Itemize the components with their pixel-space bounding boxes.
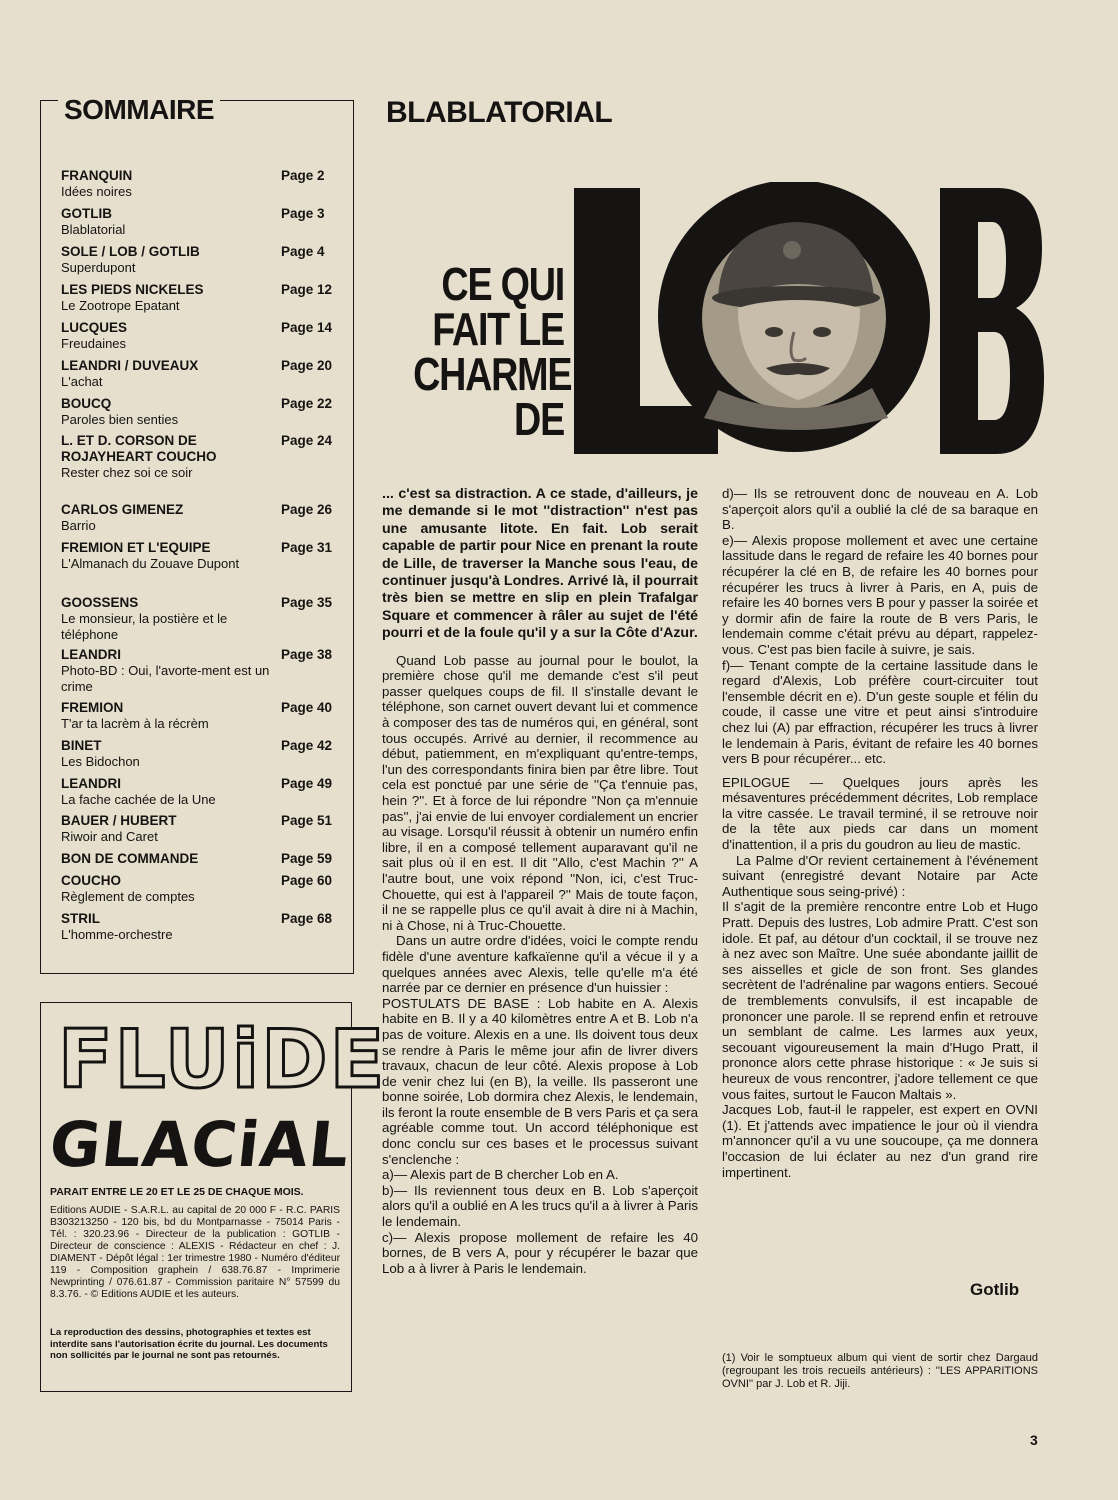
toc-author: FRANQUIN (61, 168, 133, 183)
headline (413, 258, 572, 445)
toc-page-number: Page 35 (281, 595, 333, 610)
copyright-notice: La reproduction des dessins, photographies et textes est interdite sans l'autorisation écrite du journal. Les documents non sollicités par le journal ne sont pas retournés. (50, 1327, 328, 1361)
article-paragraph: La Palme d'Or revient certainement à l'événement suivant (enregistré devant Notaire par Acte Authentique sous seing-privé) : (722, 852, 1038, 899)
toc-author: COUCHO (61, 873, 121, 888)
article-column-2 (722, 486, 1038, 1180)
article-paragraph: Il s'agit de la première rencontre entre Lob et Hugo Pratt. Depuis des lustres, Lob admire Pratt. C'est son idole. Et paf, au détour d'un cocktail, il se trouve nez à nez avec son Maître. Une suée abondante jaillit de ses aisselles et gicle de son front. Ses glandes secrètent de l'adrénaline par wagons entiers. Secoué de tremblements convulsifs, il est incapable de prononcer une parole. Il se reprend enfin et retrouve un semblant de calme. Les larmes aux yeux, secouant vigoureusement la main d'Hugo Pratt, il prononce alors cette phrase historique : « Je suis si heureux de vous rencontrer, j'adore tellement ce que vous faites, surtout le Faucon Maltais ». (722, 899, 1038, 1102)
article-paragraph: d)— Ils se retrouvent donc de nouveau en A. Lob s'aperçoit alors qu'il a oublié la clé de sa baraque en B. (722, 486, 1038, 533)
toc-title: L'Almanach du Zouave Dupont (61, 556, 240, 571)
toc-entry (61, 396, 341, 428)
toc-author: FREMION ET L'EQUIPE (61, 540, 211, 555)
toc-title: Rester chez soi ce soir (61, 465, 193, 480)
headline-line: CHARME (413, 348, 572, 400)
toc-title: Le Zootrope Epatant (61, 298, 180, 313)
toc-author: FREMION (61, 700, 124, 715)
toc-entry (61, 911, 341, 943)
toc-page-number: Page 51 (281, 813, 333, 828)
toc-title: Photo-BD : Oui, l'avorte-ment est un crime (61, 663, 270, 694)
toc-author: GOTLIB (61, 206, 112, 221)
lob-big-name (568, 182, 1048, 462)
toc-page-number: Page 14 (281, 320, 333, 335)
toc-author: BOUCQ (61, 396, 112, 411)
page-number: 3 (1030, 1432, 1038, 1448)
toc-author: BINET (61, 738, 102, 753)
footnote: (1) Voir le somptueux album qui vient de sortir chez Dargaud (regroupant les trois recueils antérieurs) : ''LES APPARITIONS OVNI'' par J. Lob et R. Jiji. (722, 1352, 1038, 1390)
toc-entry (61, 282, 341, 314)
toc-title: Riwoir and Caret (61, 829, 158, 844)
toc-page-number: Page 24 (281, 433, 333, 448)
article-paragraph: EPILOGUE — Quelques jours après les mésaventures précédemment décrites, Lob remplace la vitre cassée. Le travail terminé, il se retrouve noir de la tête aux pieds car dans un moment d'inattention, il a pris du goudron au lieu de mastic. (722, 774, 1038, 853)
toc-page-number: Page 20 (281, 358, 333, 373)
toc-page-number: Page 26 (281, 502, 333, 517)
toc-page-number: Page 49 (281, 776, 333, 791)
fluide-logo: FLUiDE (58, 1013, 387, 1106)
article-paragraph: c)— Alexis propose mollement de refaire les 40 bornes, de B vers A, pour y récupérer le bazar que Lob a à livrer à Paris le lendemain. (382, 1229, 698, 1276)
toc-entry (61, 206, 341, 238)
toc-author: LEANDRI (61, 776, 121, 791)
toc-page-number: Page 31 (281, 540, 333, 555)
toc-author: GOOSSENS (61, 595, 139, 610)
article-lead: ... c'est sa distraction. A ce stade, d'ailleurs, je me demande si le mot ''distraction'' n'est pas une amusante litote. En fait. Lob serait capable de partir pour Nice en prenant la route de Lille, de traverser la Manche sous l'eau, de continuer jusqu'à Londres. Arrivé là, il pourrait très bien se mettre en slip en plein Trafalgar Square et commencer à râler au sujet de l'été pourri et de la foule qu'il y a sur la Côte d'Azur. (382, 486, 698, 642)
publication-schedule: PARAIT ENTRE LE 20 ET LE 25 DE CHAQUE MOIS. (50, 1186, 304, 1198)
toc-entry (61, 433, 341, 481)
article-paragraph: Quand Lob passe au journal pour le boulot, la première chose qu'il me demande c'est s'il peut passer quelques coups de fil. Il s'installe devant le téléphone, son carnet ouvert devant lui et commence à composer des tas de numéros qui, en général, sont tous occupés. Arrivé au dernier, il recommence au début, patiemment, en m'expliquant qu'entre-temps, l'un des correspondants finira bien par être libre. Tout cela est ponctué par une série de ''Ça t'ennuie pas, hein ?''. Et à force de lui répondre ''Non ça m'ennuie pas'', j'ai envie de lui envoyer cordialement un encrier au visage. Lorsqu'il réussit à obtenir un numéro enfin libre, il en a composé tellement auparavant qu'il ne sait plus où il en est. Il dit ''Allo, c'est Machin ?'' A l'autre bout, une voix répond ''Non, ici, c'est Truc-Chouette, qui est à l'appareil ?'' Mais de toute façon, il ne se rappelle plus ce qu'il avait à dire ni à Machin, ni à Chose, ni à Truc-Chouette. (382, 652, 698, 933)
toc-title: Règlement de comptes (61, 889, 195, 904)
toc-entry (61, 595, 341, 642)
article-paragraph: a)— Alexis part de B chercher Lob en A. (382, 1167, 619, 1183)
toc-title: Idées noires (61, 184, 132, 199)
headline-line: CE QUI (441, 258, 564, 310)
toc-page-number: Page 3 (281, 206, 325, 221)
toc-author: BAUER / HUBERT (61, 813, 177, 828)
toc-page-number: Page 4 (281, 244, 325, 259)
toc-entry (61, 358, 341, 390)
toc-title: Les Bidochon (61, 754, 140, 769)
toc-title: Superdupont (61, 260, 136, 275)
toc-title: Le monsieur, la postière et le téléphone (61, 611, 228, 642)
toc-author: LEANDRI (61, 647, 121, 662)
glacial-logo: GLACiAL (46, 1108, 354, 1181)
toc-author: CARLOS GIMENEZ (61, 502, 184, 517)
toc-entry (61, 502, 341, 534)
toc-title: Barrio (61, 518, 96, 533)
headline-line: FAIT LE (432, 303, 564, 355)
section-title: BLABLATORIAL (386, 96, 613, 129)
article-paragraph: Jacques Lob, faut-il le rappeler, est expert en OVNI (1). Et j'attends avec impatience le jour où il viendra m'annoncer qu'il a vu une soucoupe, ça me donnera l'occasion de lui éclater au nez d'un grand rire impertinent. (722, 1102, 1038, 1180)
toc-author: L. ET D. CORSON DE ROJAYHEART COUCHO (61, 433, 217, 464)
letter-b (940, 188, 1044, 454)
toc-page-number: Page 59 (281, 851, 333, 866)
letter-o-with-portrait (658, 182, 930, 452)
toc-page-number: Page 42 (281, 738, 333, 753)
toc-entry (61, 320, 341, 352)
toc-entry (61, 700, 341, 732)
article-paragraph: Dans un autre ordre d'idées, voici le compte rendu fidèle d'une aventure kafkaïenne qu'il a vécue il y a quelques années avec Alexis, telle qu'elle m'a été narrée par ce dernier en présence d'un huissier : (382, 933, 698, 996)
toc-title: Blablatorial (61, 222, 126, 237)
toc-title: Paroles bien senties (61, 412, 179, 427)
article-paragraph: POSTULATS DE BASE : Lob habite en A. Alexis habite en B. Il y a 40 kilomètres entre A et B. Lob n'a pas de voiture. Alexis en a une. Ils doivent tous deux se rendre à Paris le même jour afin de livrer divers travaux, chacun de leur côté. Alexis propose à Lob de venir chez lui (en B), la veille. Ils passeront une bonne soirée, Lob dormira chez Alexis, le lendemain, ils feront la route ensemble de B vers Paris et ça sera agréable comme tout. Un accord téléphonique est donc conclu sur ces bases et le processus suivant s'enclenche : (382, 995, 698, 1167)
toc-page-number: Page 68 (281, 911, 333, 926)
toc-author: LEANDRI / DUVEAUX (61, 358, 199, 373)
toc-page-number: Page 2 (281, 168, 325, 183)
toc-author: SOLE / LOB / GOTLIB (61, 244, 200, 259)
toc-entry (61, 776, 341, 808)
toc-entry (61, 540, 341, 572)
toc-entry (61, 168, 341, 200)
toc-entry (61, 244, 341, 276)
toc-author: LUCQUES (61, 320, 128, 335)
article-paragraph: f)— Tenant compte de la certaine lassitude dans le regard d'Alexis, Lob préfère court-circuiter tout l'ensemble décrit en e). D'un geste souple et félin du coude, il casse une vitre et peut ainsi s'introduire chez lui (A) par effraction, récupérer les trucs à livrer le lendemain à Paris, évitant de refaire les 40 bornes vers B pour récupérer... etc. (722, 657, 1038, 767)
toc-page-number: Page 40 (281, 700, 333, 715)
article-column-1 (382, 486, 698, 1276)
toc-page-number: Page 12 (281, 282, 333, 297)
toc-entry (61, 873, 341, 905)
toc-page-number: Page 22 (281, 396, 333, 411)
toc-author: BON DE COMMANDE (61, 851, 199, 866)
sommaire-title: SOMMAIRE (58, 94, 220, 126)
toc-author: STRIL (61, 911, 100, 926)
toc-entry (61, 738, 341, 770)
toc-entry (61, 813, 341, 845)
toc-title: L'achat (61, 374, 103, 389)
toc-entry (61, 851, 341, 867)
publisher-info: Editions AUDIE - S.A.R.L. au capital de 20 000 F - R.C. PARIS B303213250 - 120 bis, bd du Montparnasse - 75014 Paris - Tél. : 320.23.96 - Directeur de la publication : GOTLIB - Directeur de conscience : ALEXIS - Rédacteur en chef : J. DIAMENT - Dépôt légal : 1er trimestre 1980 - Numéro d'éditeur 119 - Composition graphein / 638.76.87 - Imprimerie Newprinting / 076.61.87 - Commission paritaire N° 57599 du 8.3.76. - © Editions AUDIE et les auteurs. (50, 1205, 340, 1300)
toc-page-number: Page 60 (281, 873, 333, 888)
article-paragraph: e)— Alexis propose mollement et avec une certaine lassitude dans le regard de refaire les 40 bornes pour récupérer la clé en B, de refaire les 40 bornes pour récupérer les trucs à livrer à Paris, en A, puis de refaire les 40 bornes vers B pour y passer la soirée et y dormir afin de faire la route de B vers Paris, le lendemain comme c'était prévu au départ, rappelez-vous. C'est pas bien facile à suivre, je sais. (722, 532, 1038, 657)
toc-title: Freudaines (61, 336, 127, 351)
toc-author: LES PIEDS NICKELES (61, 282, 204, 297)
toc-title: L'homme-orchestre (61, 927, 173, 942)
toc-title: La fache cachée de la Une (61, 792, 216, 807)
toc-title: T'ar ta lacrèm à la récrèm (61, 716, 209, 731)
article-paragraph: b)— Ils reviennent tous deux en B. Lob s'aperçoit alors qu'il a oublié en A les trucs qu'il a à livrer à Paris le lendemain. (382, 1182, 698, 1230)
author-signature: Gotlib (970, 1280, 1020, 1299)
toc-page-number: Page 38 (281, 647, 333, 662)
headline-line: DE (514, 393, 564, 445)
toc-entry (61, 647, 341, 694)
